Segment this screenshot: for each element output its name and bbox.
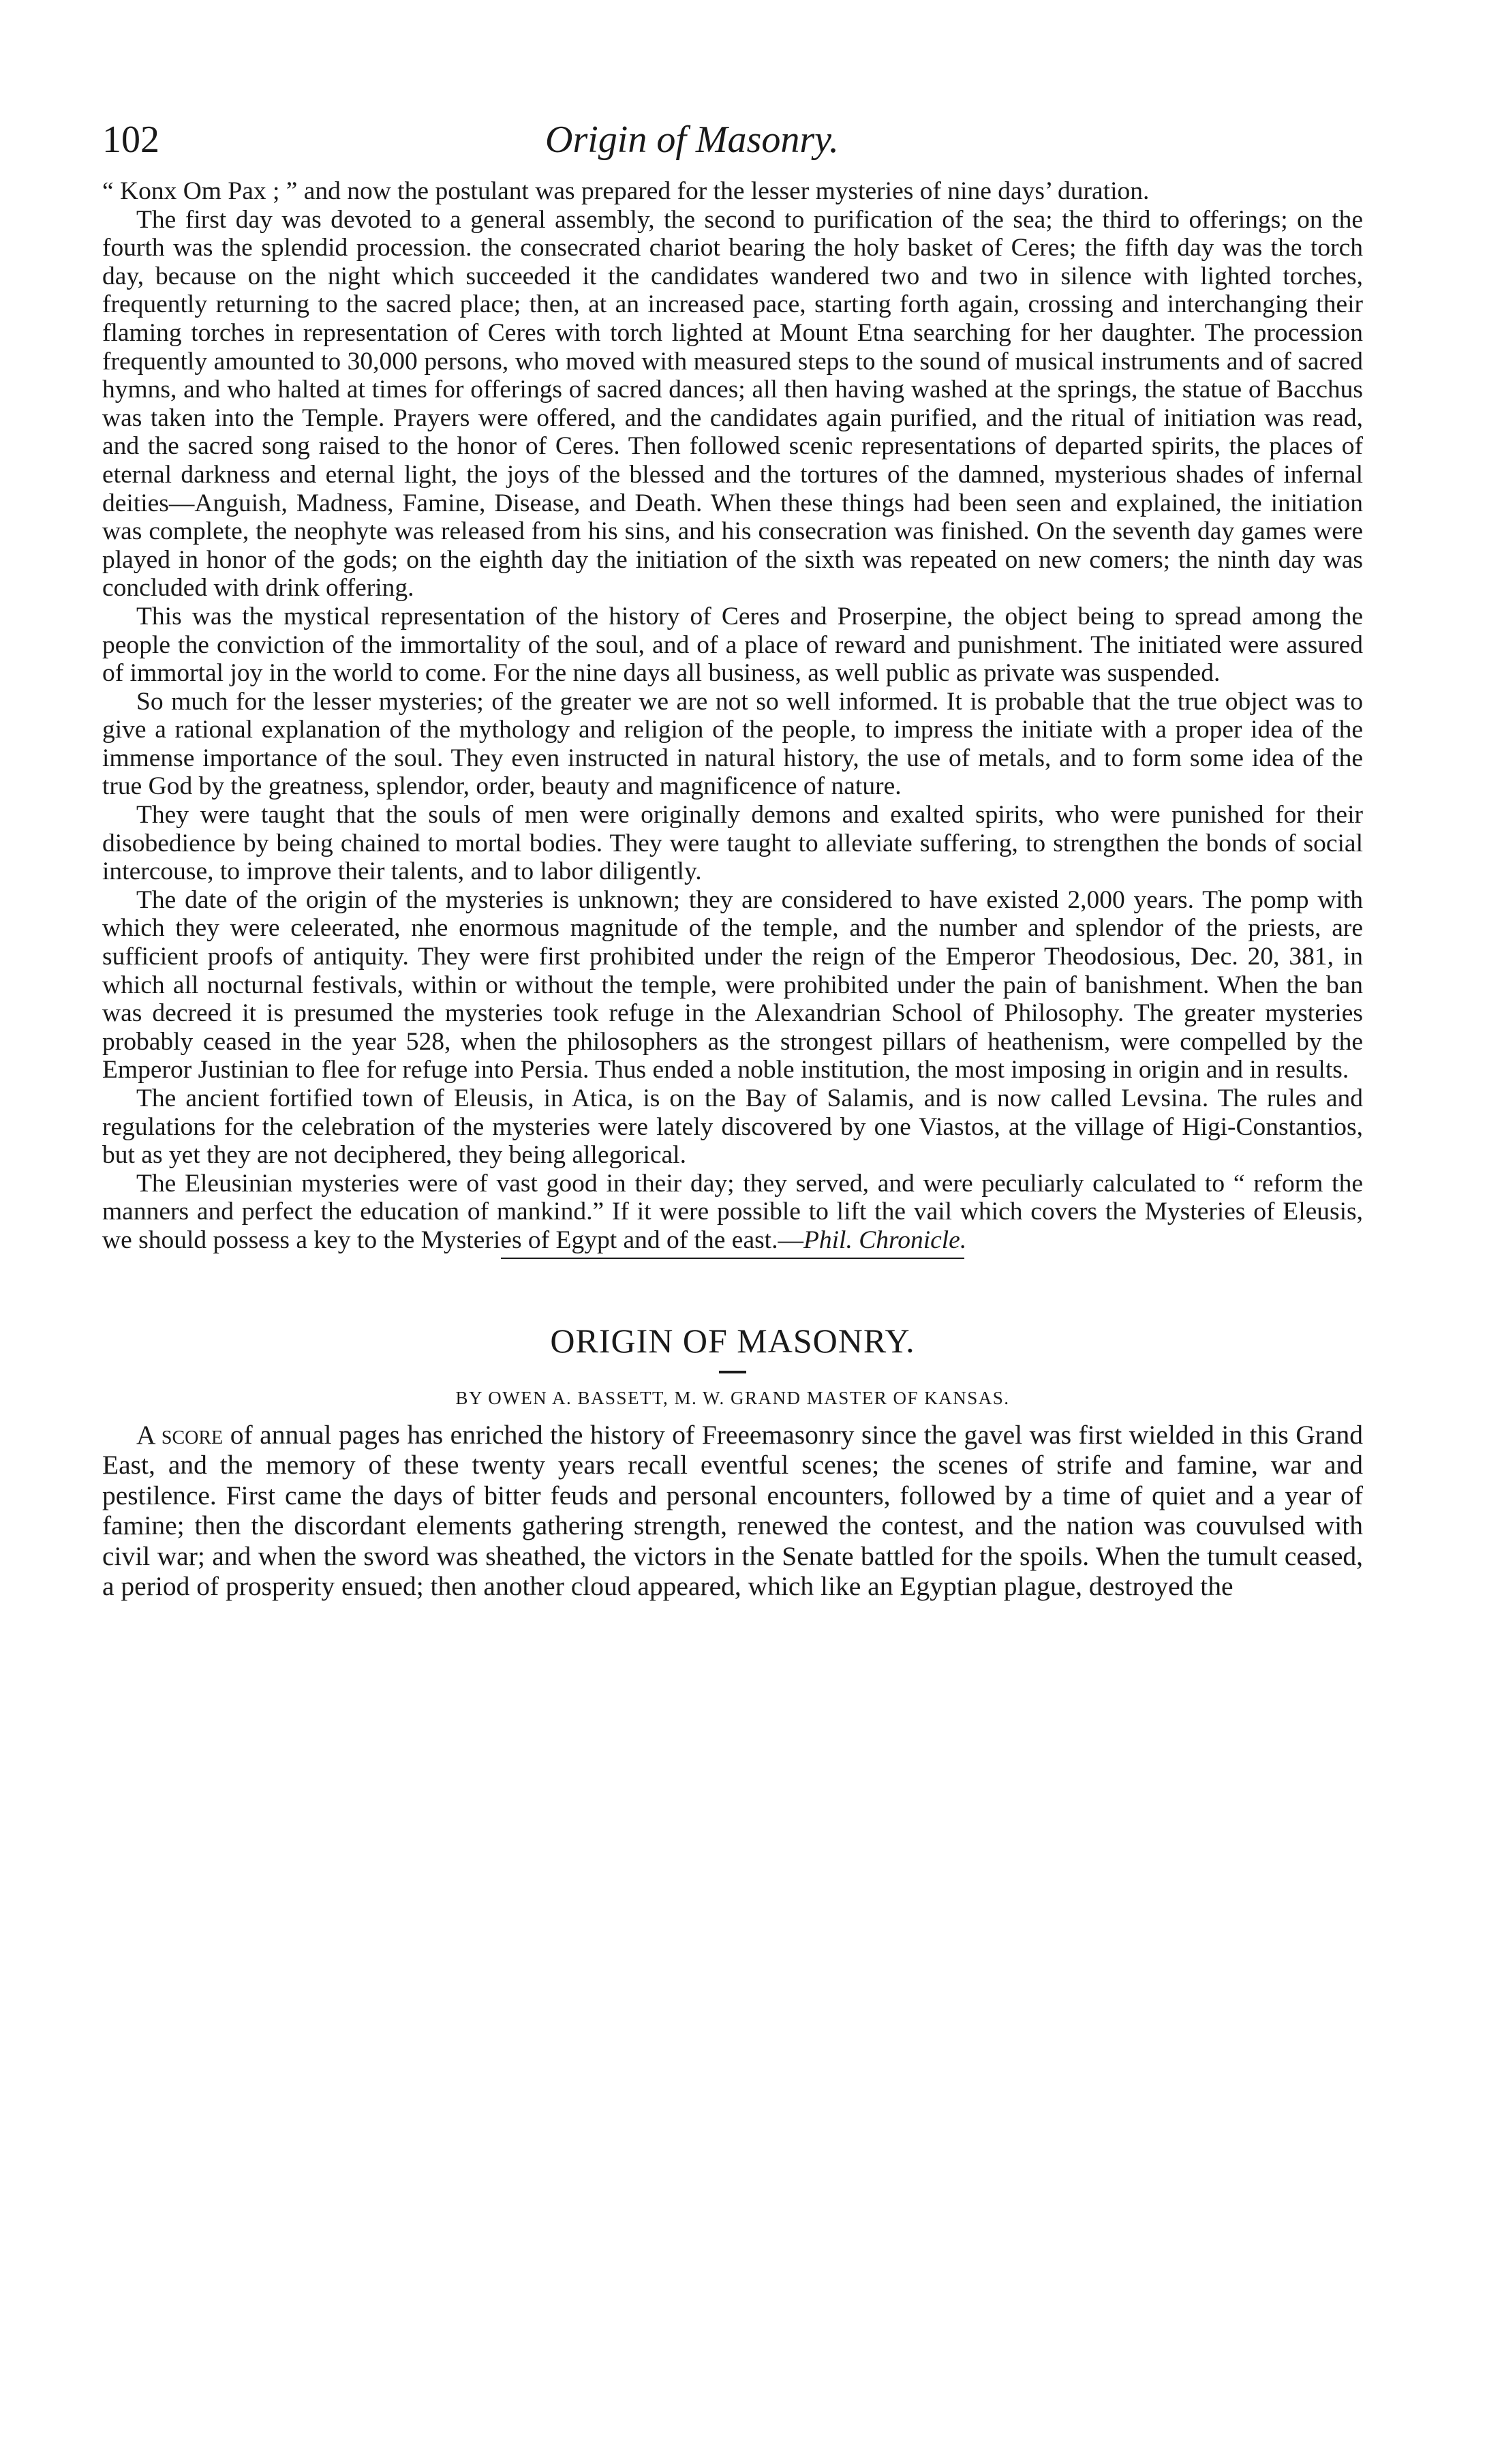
article-paragraph: This was the mystical representation of the history of Ceres and Proserpine, the object being to spread among the people the conviction of the immortality of the soul, and of a place of reward and punishment. The initiated were assured of immortal joy in the world to come. For the nine days all business, as well public as private was suspended.	[102, 602, 1363, 688]
article-paragraph: So much for the lesser mysteries; of the greater we are not so well informed. It is probable that the true object was to give a rational explanation of the mythology and religion of the people, to impress the initiate with a proper idea of the immense importance of the soul. They even instructed in natural history, the use of metals, and to form some idea of the true God by the greatness, splendor, order, beauty and magnificence of nature.	[102, 687, 1363, 801]
page-number: 102	[102, 119, 159, 161]
running-title: Origin of Masonry.	[545, 119, 839, 161]
author-byline: BY OWEN A. BASSETT, M. W. GRAND MASTER OF KANSAS.	[455, 1387, 1010, 1408]
section-title: ORIGIN OF MASONRY.	[550, 1321, 915, 1360]
article-paragraph: “ Konx Om Pax ; ” and now the postulant was prepared for the lesser mysteries of nine days’ duration.	[102, 177, 1150, 205]
masonry-essay	[102, 1420, 1363, 1602]
article-paragraph: The first day was devoted to a general assembly, the second to purification of the sea; the third to offerings; on the fourth was the splendid procession. the consecrated chariot bearing the holy basket of Ceres; the fifth day was the torch day, because on the night which succeeded it the candidates wandered two and two in silence with lighted torches, frequently returning to the sacred place; then, at an increased pace, starting forth again, crossing and interchanging their flaming torches in representation of Ceres with torch lighted at Mount Etna searching for her daughter. The procession frequently amounted to 30,000 persons, who moved with measured steps to the sound of musical instruments and of sacred hymns, and who halted at times for offerings of sacred dances; all then having washed at the springs, the statue of Bacchus was taken into the Temple. Prayers were offered, and the candidates again purified, and the ritual of initiation was read, and the sacred song raised to the honor of Ceres. Then followed scenic representations of departed spirits, the places of eternal darkness and eternal light, the joys of the blessed and the tortures of the damned, mysterious shades of infernal deities—Anguish, Madness, Famine, Disease, and Death. When these things had been seen and explained, the initiation was complete, the neophyte was released from his sins, and his consecration was finished. On the seventh day games were played in honor of the gods; on the eighth day the initiation of the sixth was repeated on new comers; the ninth day was concluded with drink offering.	[102, 205, 1363, 603]
title-divider	[719, 1371, 746, 1373]
article-last-paragraph	[102, 1170, 1363, 1255]
eleusinian-article	[102, 177, 1363, 1259]
page-header	[102, 116, 1363, 177]
article-paragraph: They were taught that the souls of men were originally demons and exalted spirits, who were punished for their disobedience by being chained to mortal bodies. They were taught to alleviate suffering, to strengthen the bonds of social intercouse, to improve their talents, and to labor diligently.	[102, 801, 1363, 886]
essay-paragraph	[102, 1420, 1363, 1602]
article-end-rule	[501, 1258, 964, 1259]
book-page	[102, 116, 1363, 1602]
article-last-paragraph-text: The Eleusinian mysteries were of vast good in their day; they served, and were peculiarly calculated to “ reform the manners and perfect the education of mankind.” If it were possible to lift the vail which covers the Mysteries of Eleusis, we should possess a key to the Mysteries of Egypt and of the east.—	[102, 1169, 1363, 1254]
essay-opening-words: A score	[136, 1419, 224, 1450]
article-paragraph: The ancient fortified town of Eleusis, in Atica, is on the Bay of Salamis, and is now called Levsina. The rules and regulations for the celebration of the mysteries were lately discovered by one Viastos, at the village of Higi-Constantios, but as yet they are not deciphered, they being allegorical.	[102, 1084, 1363, 1170]
essay-opening-text: of annual pages has enriched the history of Freeemasonry since the gavel was first wielded in this Grand East, and the memory of these twenty years recall eventful scenes; the scenes of strife and famine, war and pestilence. First came the days of bitter feuds and personal encounters, followed by a time of quiet and a year of famine; then the discordant elements gathering strength, renewed the contest, and the nation was couvulsed with civil war; and when the sword was sheathed, the victors in the Senate battled for the spoils. When the tumult ceased, a period of prosperity ensued; then another cloud appeared, which like an Egyptian plague, destroyed the	[102, 1419, 1363, 1602]
article-paragraph: The date of the origin of the mysteries is unknown; they are considered to have existed 2,000 years. The pomp with which they were celeerated, nhe enormous magnitude of the temple, and the number and splendor of the priests, are sufficient proofs of antiquity. They were first prohibited under the reign of the Emperor Theodosious, Dec. 20, 381, in which all nocturnal festivals, within or without the temple, were prohibited under the pain of banishment. When the ban was decreed it is presumed the mysteries took refuge in the Alexandrian School of Philosophy. The greater mysteries probably ceased in the year 528, when the philosophers as the strongest pillars of heathenism, were compelled by the Emperor Justinian to flee for refuge into Persia. Thus ended a noble institution, the most imposing in origin and in results.	[102, 885, 1363, 1084]
article-source: Phil. Chronicle.	[803, 1226, 967, 1254]
